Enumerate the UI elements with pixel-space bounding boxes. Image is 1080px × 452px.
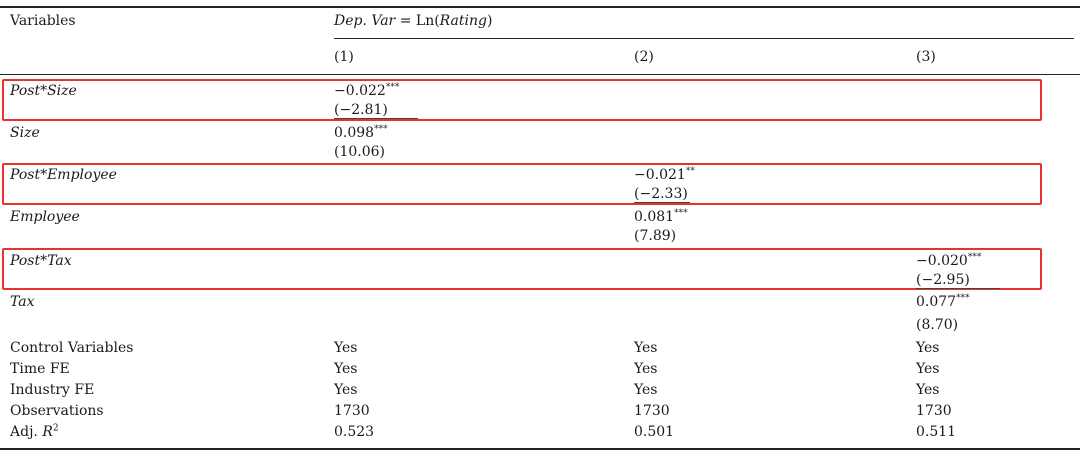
underline-post-tax	[916, 288, 1000, 289]
highlight-box-post-employee	[2, 163, 1042, 205]
row-label-observations: Observations	[10, 403, 104, 419]
underline-post-size	[334, 118, 418, 119]
row-label-control-variables: Control Variables	[10, 340, 134, 356]
column-header-3: (3)	[916, 49, 936, 65]
coef-tax: 0.077***	[916, 293, 970, 310]
bottom-rule	[0, 448, 1080, 450]
tstat-size: (10.06)	[334, 144, 386, 160]
row-label-size: Size	[10, 125, 40, 141]
observations-col3: 1730	[916, 403, 952, 419]
row-label-tax: Tax	[10, 294, 35, 310]
tstat-post-tax: (−2.95)	[916, 272, 970, 288]
control-variables-col1: Yes	[334, 340, 358, 356]
dependent-variable-header: Dep. Var = Ln(Rating)	[334, 13, 493, 29]
adj-r2-col3: 0.511	[916, 424, 957, 440]
coef-post-size: −0.022***	[334, 82, 400, 99]
row-label-post-size: Post*Size	[10, 83, 77, 99]
observations-col1: 1730	[334, 403, 370, 419]
coef-post-employee: −0.021**	[634, 166, 695, 183]
row-label-post-employee: Post*Employee	[10, 167, 117, 183]
row-label-industry-fe: Industry FE	[10, 382, 95, 398]
row-label-time-fe: Time FE	[10, 361, 70, 377]
industry-fe-col1: Yes	[334, 382, 358, 398]
adj-r2-col1: 0.523	[334, 424, 375, 440]
coef-employee: 0.081***	[634, 208, 688, 225]
adj-r2-col2: 0.501	[634, 424, 675, 440]
coef-size: 0.098***	[334, 124, 388, 141]
column-header-1: (1)	[334, 49, 354, 65]
industry-fe-col3: Yes	[916, 382, 940, 398]
row-label-adj-r2: Adj. $R^2$	[10, 423, 59, 440]
variables-header: Variables	[10, 13, 76, 29]
row-label-employee: Employee	[10, 209, 80, 225]
highlight-box-post-tax	[2, 248, 1042, 290]
time-fe-col2: Yes	[634, 361, 658, 377]
header-rule	[334, 38, 1074, 39]
underline-post-employee	[634, 202, 690, 203]
time-fe-col3: Yes	[916, 361, 940, 377]
highlight-box-post-size	[2, 79, 1042, 121]
tstat-employee: (7.89)	[634, 228, 677, 244]
top-rule	[0, 6, 1080, 8]
time-fe-col1: Yes	[334, 361, 358, 377]
observations-col2: 1730	[634, 403, 670, 419]
tstat-post-employee: (−2.33)	[634, 186, 688, 202]
coef-post-tax: −0.020***	[916, 252, 982, 269]
tstat-post-size: (−2.81)	[334, 102, 388, 118]
row-label-post-tax: Post*Tax	[10, 253, 72, 269]
control-variables-col2: Yes	[634, 340, 658, 356]
column-header-2: (2)	[634, 49, 654, 65]
control-variables-col3: Yes	[916, 340, 940, 356]
industry-fe-col2: Yes	[634, 382, 658, 398]
tstat-tax: (8.70)	[916, 317, 959, 333]
header-bottom-rule	[0, 74, 1080, 75]
